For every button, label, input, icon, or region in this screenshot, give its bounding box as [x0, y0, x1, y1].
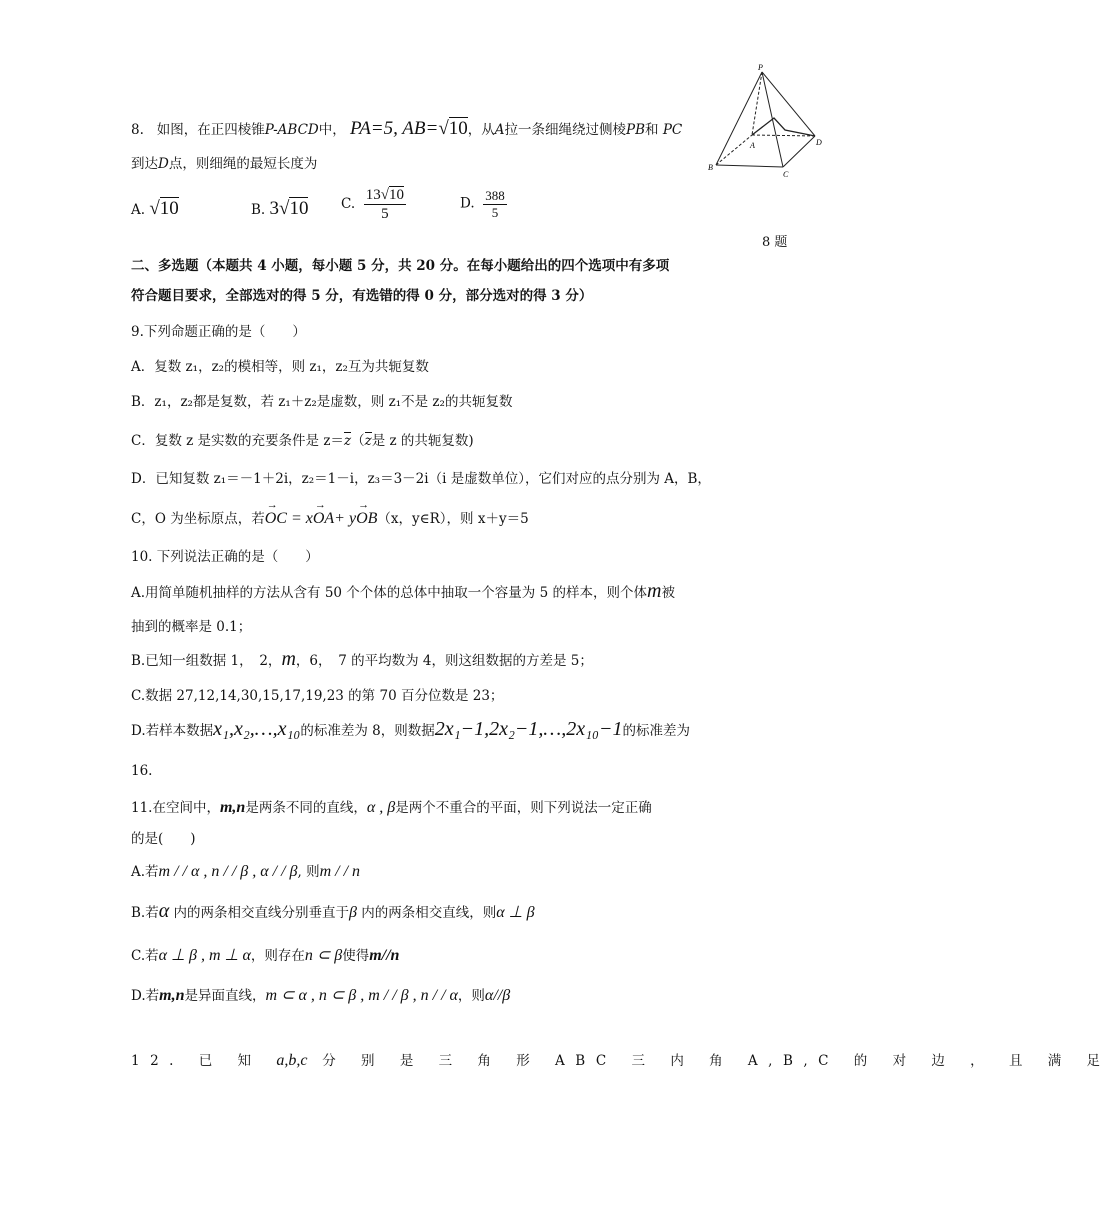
- q8-option-c: C. $\frac{13√10}{5}$: [341, 187, 404, 222]
- q9-option-b: B．z₁，z₂都是复数，若 z₁＋z₂是虚数，则 z₁不是 z₂的共轭复数: [131, 394, 513, 410]
- q9-option-d-line1: D．已知复数 z₁＝－1＋2i，z₂＝1－i，z₃＝3－2i（i 是虚数单位），它们对应的点分别为 A，B，: [131, 471, 711, 487]
- q8-stem-line2: 到达D点，则细绳的最短长度为: [131, 156, 318, 172]
- q8-option-b: B. 3√10: [251, 198, 309, 219]
- q11-stem-line1: 11.在空间中，m,n是两条不同的直线，α , β是两个不重合的平面，则下列说法一定正确: [131, 799, 652, 816]
- q10-option-c: C.数据 27,12,14,30,15,17,19,23 的第 70 百分位数是 23；: [131, 688, 504, 704]
- q9-option-d-line2: C，O 为坐标原点，若→ OC = x→ OA+ y→ OB（x，y∈R），则 x＋y＝5: [131, 507, 529, 528]
- q11-option-d: D.若m,n是异面直线，m ⊂ α , n ⊂ β , m / / β , n / / α，则α//β: [131, 987, 511, 1004]
- figure-label-d: D: [816, 138, 822, 147]
- q10-option-d-line2: 16.: [131, 763, 153, 779]
- q10-stem: 10. 下列说法正确的是（ ）: [131, 549, 319, 565]
- q8-option-d: D. $\frac{388}{5}$: [460, 188, 505, 220]
- figure-caption: 8 题: [762, 235, 788, 250]
- q11-option-c: C.若α ⊥ β , m ⊥ α，则存在n ⊂ β使得m//n: [131, 947, 400, 964]
- figure-label-b: B: [708, 163, 713, 172]
- q8-option-a: A. √10: [131, 198, 179, 219]
- section2-title-line2: 符合题目要求，全部选对的得 5 分，有选错的得 0 分，部分选对的得 3 分）: [131, 288, 593, 304]
- q10-option-d: D.若样本数据x₁,x₂,…,x₁₀的标准差为 8，则数据2x₁−1,2x₂−1,…,2x₁₀−1的标准差为: [131, 718, 690, 740]
- q10-option-a-line1: A.用简单随机抽样的方法从含有 50 个个体的总体中抽取一个容量为 5 的样本，则个体m被: [131, 580, 675, 602]
- q9-option-c: C．复数 z 是实数的充要条件是 z＝z（z是 z 的共轭复数): [131, 433, 474, 449]
- q11-option-b: B.若α 内的两条相交直线分别垂直于β 内的两条相交直线，则α ⊥ β: [131, 900, 535, 922]
- q9-option-a: A．复数 z₁，z₂的模相等，则 z₁，z₂互为共轭复数: [131, 359, 429, 375]
- q8-stem-line1: 8. 如图，在正四棱锥P-ABCD中， PA=5, AB=√10，从A拉一条细绳绕过侧棱PB和 PC: [131, 118, 683, 139]
- q10-option-b: B.已知一组数据 1， 2，m，6， 7 的平均数为 4，则这组数据的方差是 5；: [131, 648, 593, 670]
- q12-stem: 12. 已 知 a,b,c 分 别 是 三 角 形 ABC 三 内 角 A,B,C 的 对 边 ， 且 满 足: [131, 1052, 1111, 1069]
- figure-label-c: C: [783, 170, 789, 179]
- q11-option-a: A.若m / / α , n / / β , α / / β, 则m / / n: [131, 863, 361, 880]
- pyramid-figure: [706, 60, 830, 180]
- q9-stem: 9.下列命题正确的是（ ）: [131, 324, 306, 340]
- figure-label-p: P: [758, 63, 763, 72]
- q8-options: [131, 187, 507, 229]
- q10-option-a-line2: 抽到的概率是 0.1；: [131, 619, 252, 635]
- section2-title-line1: 二、多选题（本题共 4 小题，每小题 5 分，共 20 分。在每小题给出的四个选项中有多项: [131, 258, 670, 274]
- q11-stem-line2: 的是( ): [131, 831, 196, 847]
- figure-label-a: A: [750, 141, 755, 150]
